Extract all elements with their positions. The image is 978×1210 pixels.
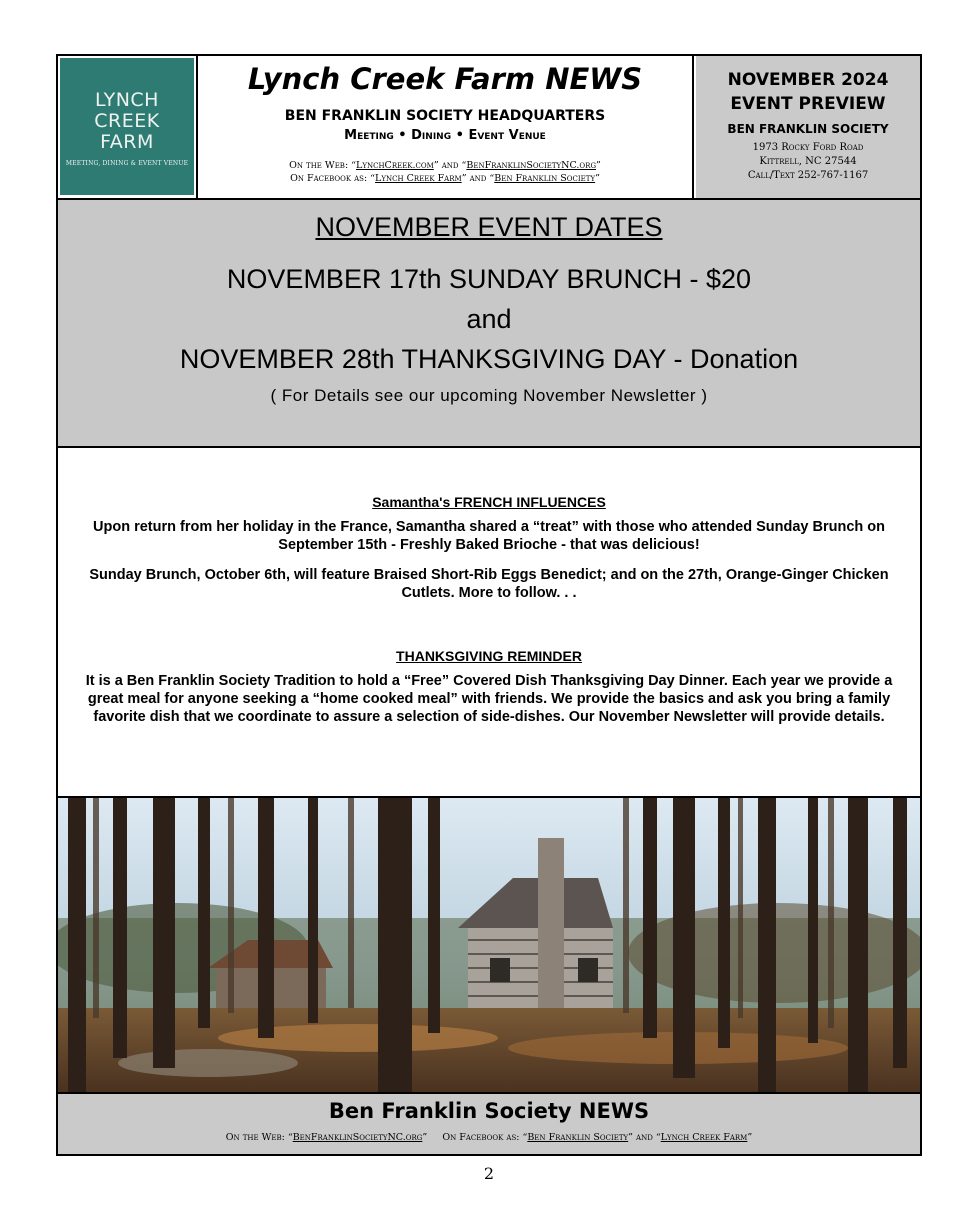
footer-title: Ben Franklin Society NEWS bbox=[328, 1099, 650, 1123]
society-news-footer bbox=[58, 1094, 920, 1154]
newsletter-page bbox=[56, 54, 922, 1156]
footer-web-prefix: On the Web: “ bbox=[225, 1132, 293, 1143]
web-mid: ” and “ bbox=[433, 160, 467, 171]
brunch-event-line: NOVEMBER 17th SUNDAY BRUNCH - $20 bbox=[226, 264, 752, 294]
news-section bbox=[58, 448, 920, 796]
footer-links-line bbox=[58, 1132, 920, 1143]
benfranklinsociety-link[interactable]: BenFranklinSocietyNC.org bbox=[466, 160, 597, 171]
header-divider-right bbox=[692, 56, 694, 198]
logo-line-3: FARM bbox=[100, 131, 154, 153]
log-cabin-forest-photo bbox=[58, 798, 920, 1092]
page-number: 2 bbox=[483, 1164, 495, 1183]
masthead-header bbox=[58, 56, 920, 198]
masthead-center bbox=[198, 56, 692, 198]
web-prefix: On the Web: “ bbox=[289, 160, 357, 171]
newsletter-title: Lynch Creek Farm NEWS bbox=[247, 62, 643, 96]
logo-tagline: MEETING, DINING & EVENT VENUE bbox=[65, 160, 189, 167]
details-note: ( For Details see our upcoming November Newsletter ) bbox=[270, 386, 708, 405]
address-street: 1973 Rocky Ford Road bbox=[752, 142, 864, 153]
thanksgiving-reminder-paragraph: It is a Ben Franklin Society Tradition to hold a “Free” Covered Dish Thanksgiving Day Dinner. Each year we provide a great meal for anyone seeking a “home cooked meal” with friends. We provide the basics and ask you bring a family favorite dish that we coordinate to assure a selection of side-dishes. Our November Newsletter will provide details. bbox=[85, 673, 893, 725]
event-preview-box bbox=[696, 56, 920, 198]
facebook-ben-franklin-society-link[interactable]: Ben Franklin Society bbox=[494, 173, 596, 184]
thanksgiving-event-line: NOVEMBER 28th THANKSGIVING DAY - Donation bbox=[179, 344, 799, 374]
event-dates-heading: NOVEMBER EVENT DATES bbox=[315, 212, 663, 242]
fb-mid: ” and “ bbox=[461, 173, 495, 184]
french-influences-paragraph-1: Upon return from her holiday in the France, Samantha shared a “treat” with those who attended Sunday Brunch on September 15th - Freshly Baked Brioche - that was delicious! bbox=[93, 519, 885, 553]
footer-fb-prefix: On Facebook as: “ bbox=[442, 1132, 528, 1143]
footer-facebook-ben-franklin-society-link[interactable]: Ben Franklin Society bbox=[527, 1132, 629, 1143]
preview-month: NOVEMBER 2024 bbox=[727, 70, 889, 90]
fb-suffix: ” bbox=[595, 173, 600, 184]
french-influences-heading: Samantha's FRENCH INFLUENCES bbox=[372, 494, 606, 510]
lynchcreek-link[interactable]: LynchCreek.com bbox=[356, 160, 434, 171]
preview-org: BEN FRANKLIN SOCIETY bbox=[727, 122, 889, 136]
footer-fb-mid: ” and “ bbox=[628, 1132, 661, 1143]
facebook-lynch-creek-farm-link[interactable]: Lynch Creek Farm bbox=[375, 173, 462, 184]
event-dates-section bbox=[58, 200, 920, 446]
footer-facebook-lynch-creek-farm-link[interactable]: Lynch Creek Farm bbox=[660, 1132, 748, 1143]
contact-phone: Call/Text 252-767-1167 bbox=[747, 170, 869, 181]
fb-prefix: On Facebook as: “ bbox=[290, 173, 376, 184]
address-city: Kittrell, NC 27544 bbox=[759, 156, 857, 167]
and-line: and bbox=[466, 304, 512, 334]
preview-label: EVENT PREVIEW bbox=[730, 94, 886, 114]
footer-web-suffix: ” bbox=[422, 1132, 428, 1143]
thanksgiving-reminder-heading: THANKSGIVING REMINDER bbox=[396, 648, 582, 664]
facebook-links-line bbox=[198, 173, 692, 184]
headquarters-subtitle: BEN FRANKLIN SOCIETY HEADQUARTERS bbox=[284, 108, 606, 124]
venue-tagline: Meeting • Dining • Event Venue bbox=[344, 128, 546, 143]
footer-fb-suffix: ” bbox=[747, 1132, 753, 1143]
web-links-line bbox=[198, 160, 692, 171]
web-suffix: ” bbox=[596, 160, 601, 171]
french-influences-paragraph-2: Sunday Brunch, October 6th, will feature Braised Short-Rib Eggs Benedict; and on the 27th, Orange-Ginger Chicken Cutlets. More to follow. . . bbox=[89, 567, 889, 601]
lynch-creek-farm-logo bbox=[60, 58, 194, 195]
logo-line-2: CREEK bbox=[94, 110, 160, 132]
logo-line-1: LYNCH bbox=[95, 89, 159, 111]
footer-benfranklinsociety-link[interactable]: BenFranklinSocietyNC.org bbox=[292, 1132, 423, 1143]
